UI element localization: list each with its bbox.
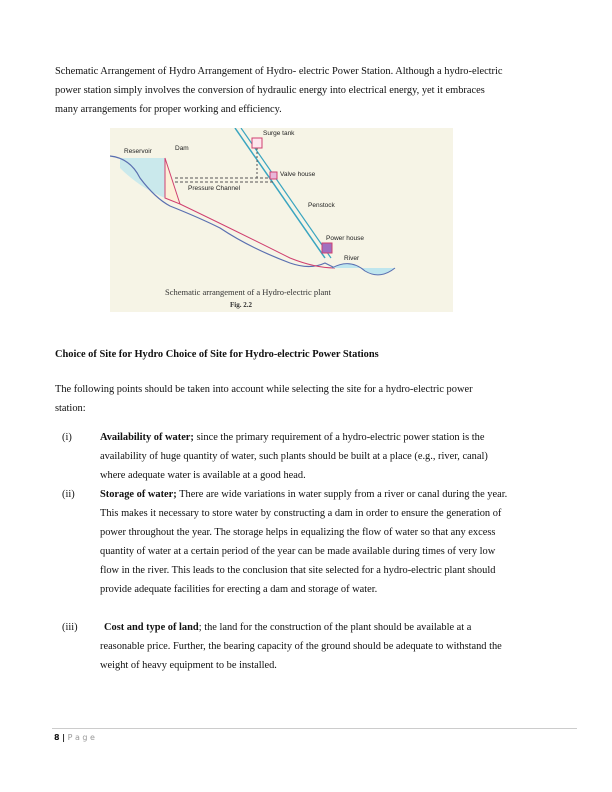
item-title: Cost and type of land bbox=[104, 622, 199, 633]
list-marker: (ii) bbox=[62, 489, 75, 500]
label-surge-tank: Surge tank bbox=[263, 130, 295, 137]
list-item-line: power throughout the year. The storage helps in equalizing the flow of water so that any excess bbox=[100, 527, 496, 538]
list-item-line bbox=[100, 489, 507, 501]
footer-separator: | bbox=[62, 733, 66, 742]
list-item-line: This makes it necessary to store water by constructing a dam in order to ensure the generation of bbox=[100, 508, 502, 519]
intro-line: many arrangements for proper working and efficiency. bbox=[55, 104, 282, 115]
item-title: Availability of water; bbox=[100, 432, 194, 443]
section-heading: Choice of Site for Hydro Choice of Site for Hydro-electric Power Stations bbox=[55, 349, 379, 360]
list-item-line: reasonable price. Further, the bearing capacity of the ground should be adequate to withstand the bbox=[100, 641, 502, 652]
section-intro-line: The following points should be taken into account while selecting the site for a hydro-electric power bbox=[55, 384, 473, 395]
item-text: There are wide variations in water supply from a river or canal during the year. bbox=[176, 489, 508, 500]
section-intro-line: station: bbox=[55, 403, 86, 414]
figure-number: Fig. 2.2 bbox=[230, 301, 252, 309]
label-penstock: Penstock bbox=[308, 202, 335, 209]
label-reservoir: Reservoir bbox=[124, 148, 152, 155]
figure-caption: Schematic arrangement of a Hydro-electric plant bbox=[165, 287, 331, 297]
hydro-plant-figure bbox=[110, 128, 453, 312]
list-item-line: flow in the river. This leads to the conclusion that site selected for a hydro-electric plant should bbox=[100, 565, 496, 576]
page-footer bbox=[54, 733, 95, 742]
list-marker: (iii) bbox=[62, 622, 78, 633]
label-power-house: Power house bbox=[326, 235, 364, 242]
list-item-line: availability of huge quantity of water, such plants should be built at a place (e.g., river, canal) bbox=[100, 451, 488, 462]
label-river: River bbox=[344, 255, 360, 262]
item-title: Storage of water; bbox=[100, 489, 177, 500]
list-item-line: weight of heavy equipment to be installed. bbox=[100, 660, 277, 671]
intro-line: Schematic Arrangement of Hydro Arrangement of Hydro- electric Power Station. Although a hydro-electric bbox=[55, 66, 503, 77]
hydro-diagram bbox=[110, 128, 453, 312]
list-item-line: where adequate water is available at a good head. bbox=[100, 470, 306, 481]
list-item-line bbox=[104, 622, 471, 634]
intro-line: power station simply involves the conversion of hydraulic energy into electrical energy, yet it embraces bbox=[55, 85, 485, 96]
label-valve-house: Valve house bbox=[280, 171, 316, 178]
page-number: 8 bbox=[54, 733, 60, 742]
list-marker: (i) bbox=[62, 432, 72, 443]
item-text: since the primary requirement of a hydro-electric power station is the bbox=[193, 432, 485, 443]
list-item-line: provide adequate facilities for erecting a dam and storage of water. bbox=[100, 584, 378, 595]
list-item-line bbox=[100, 432, 484, 444]
item-text: ; the land for the construction of the plant should be available at a bbox=[198, 622, 472, 633]
list-item-line: quantity of water at a certain period of the year can be made available during times of very low bbox=[100, 546, 496, 557]
label-pressure-channel: Pressure Channel bbox=[188, 185, 241, 192]
label-dam: Dam bbox=[175, 145, 189, 152]
footer-divider bbox=[52, 728, 577, 729]
page-label: P a g e bbox=[67, 733, 95, 742]
